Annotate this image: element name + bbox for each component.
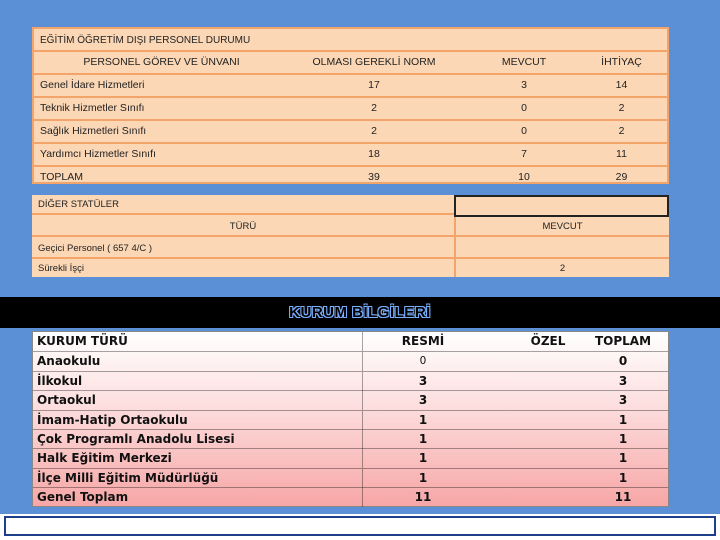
table-row — [33, 448, 668, 467]
section-title: KURUM BİLGİLERİ — [289, 304, 431, 321]
row-need: 2 — [618, 102, 625, 114]
row-current: 10 — [518, 171, 530, 183]
other-status-header — [32, 217, 669, 237]
row-total: 11 — [614, 490, 632, 505]
row-institution: İlkokul — [37, 372, 363, 391]
header-need: İHTİYAÇ — [601, 56, 642, 68]
row-total: 1 — [618, 412, 628, 427]
row-public: 0 — [419, 355, 427, 368]
other-status-title-row — [32, 195, 454, 215]
row-name: Teknik Hizmetler Sınıfı — [40, 102, 145, 114]
row-institution: Genel Toplam — [37, 488, 363, 507]
header-institution-type: KURUM TÜRÜ — [37, 332, 363, 351]
personnel-table-header — [34, 52, 667, 75]
header-current: MEVCUT — [501, 56, 547, 68]
row-public: 1 — [418, 412, 428, 427]
row-norm: 2 — [371, 102, 377, 114]
row-type: Geçici Personel ( 657 4/C ) — [38, 243, 153, 254]
header-current: MEVCUT — [542, 221, 583, 232]
row-current: 0 — [521, 125, 527, 137]
header-private: ÖZEL — [530, 334, 566, 348]
table-row — [33, 390, 668, 409]
row-need: 2 — [618, 125, 625, 137]
row-norm: 2 — [371, 125, 377, 137]
table-row — [34, 98, 667, 121]
table-row — [32, 239, 669, 259]
row-total: 1 — [618, 432, 628, 446]
row-norm: 18 — [368, 148, 380, 160]
institution-table-header — [33, 332, 668, 351]
row-need: 11 — [616, 148, 627, 160]
table-row — [34, 75, 667, 98]
row-name: Genel İdare Hizmetleri — [40, 79, 145, 91]
row-norm: 39 — [368, 171, 380, 183]
table-row — [33, 410, 668, 429]
row-type: Sürekli İşçi — [38, 263, 84, 274]
row-need: 14 — [615, 79, 628, 91]
table-row — [33, 429, 668, 448]
table-row — [32, 259, 669, 279]
table-row — [33, 351, 668, 370]
table-row — [33, 371, 668, 390]
row-total: 3 — [618, 373, 628, 388]
row-norm: 17 — [368, 79, 380, 91]
section-band — [0, 297, 720, 328]
footer-bar — [0, 514, 720, 540]
row-total: 3 — [618, 393, 628, 408]
personnel-table-title: EĞİTİM ÖĞRETİM DIŞI PERSONEL DURUMU — [34, 29, 667, 52]
row-name: Sağlık Hizmetleri Sınıfı — [40, 125, 147, 137]
row-current: 0 — [521, 102, 527, 114]
row-public: 3 — [418, 373, 428, 388]
table-row — [33, 468, 668, 487]
row-public: 1 — [418, 470, 428, 485]
row-institution: İmam-Hatip Ortaokulu — [37, 411, 363, 430]
footer-frame — [4, 516, 716, 536]
row-total: 1 — [618, 451, 628, 466]
institution-table — [32, 331, 669, 507]
table-row-total — [33, 487, 668, 506]
row-name: Yardımcı Hizmetler Sınıfı — [40, 148, 156, 160]
row-current: 2 — [559, 263, 566, 274]
row-total: 0 — [618, 354, 628, 369]
row-public: 1 — [418, 451, 428, 466]
header-public: RESMİ — [401, 334, 445, 348]
row-current: 7 — [521, 148, 527, 160]
header-title: PERSONEL GÖREV VE ÜNVANI — [83, 56, 240, 68]
table-row — [34, 121, 667, 144]
row-total: 1 — [618, 470, 628, 485]
row-current — [456, 239, 669, 259]
row-institution: İlçe Milli Eğitim Müdürlüğü — [37, 469, 363, 488]
other-status-title: DİĞER STATÜLER — [38, 199, 119, 210]
column-divider — [454, 217, 456, 277]
personnel-table — [32, 27, 669, 184]
header-type: TÜRÜ — [229, 221, 257, 232]
row-current: 3 — [521, 79, 527, 91]
row-institution: Anaokulu — [37, 352, 363, 371]
row-public: 11 — [414, 490, 432, 505]
table-row-total — [34, 167, 667, 190]
row-public: 1 — [418, 432, 428, 446]
row-name: TOPLAM — [40, 171, 83, 183]
header-norm: OLMASI GEREKLİ NORM — [312, 56, 436, 68]
header-total: TOPLAM — [594, 334, 652, 348]
row-institution: Halk Eğitim Merkezi — [37, 449, 363, 468]
row-need: 29 — [615, 171, 628, 183]
row-institution: Çok Programlı Anadolu Lisesi — [37, 430, 363, 449]
row-institution: Ortaokul — [37, 391, 363, 410]
row-public: 3 — [418, 393, 428, 408]
table-row — [34, 144, 667, 167]
other-status-corner-box — [454, 195, 669, 217]
other-status-table — [32, 195, 669, 277]
